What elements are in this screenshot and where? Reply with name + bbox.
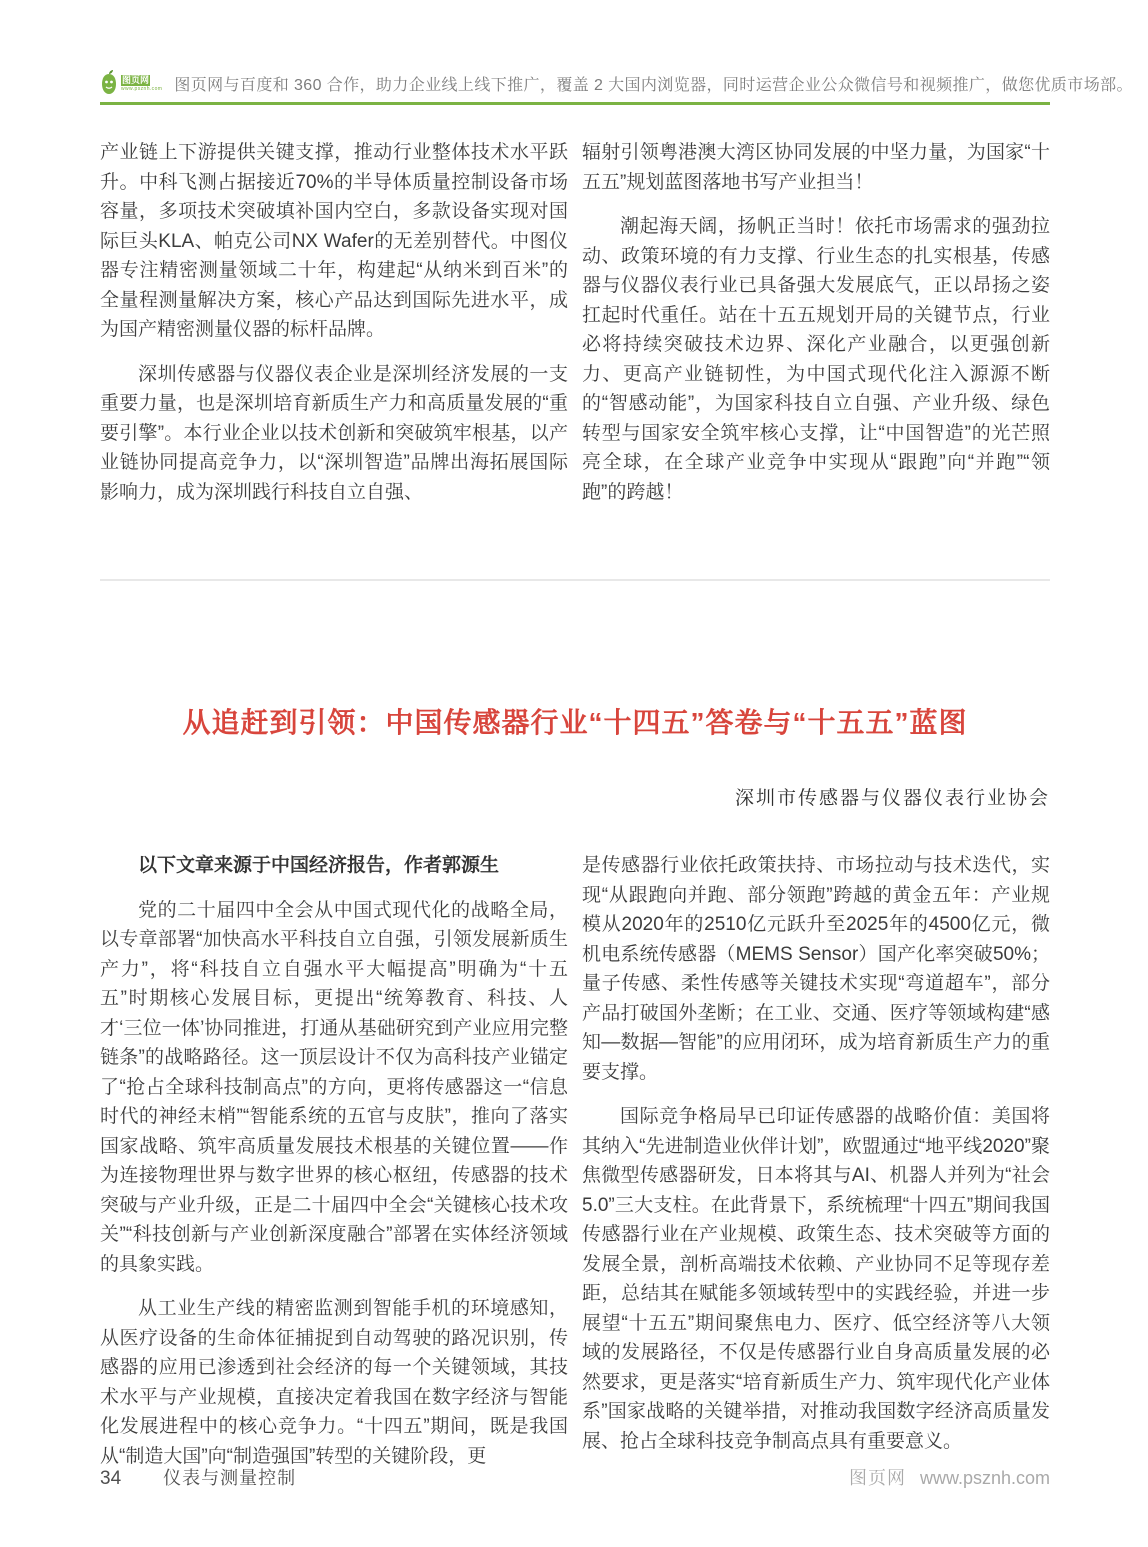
journal-name: 仪表与测量控制 xyxy=(163,1468,297,1488)
masthead-banner xyxy=(100,70,1133,105)
logo-url: www.psznh.com xyxy=(121,85,163,92)
article-left-column xyxy=(100,851,568,1486)
logo-mascot-icon xyxy=(100,70,118,96)
paragraph: 产业链上下游提供关键支撑，推动行业整体技术水平跃升。中科飞测占据接近70%的半导体质量控制设备市场容量，多项技术突破填补国内空白，多款设备实现对国际巨头KLA、帕克公司NX Wafer的无差别替代。中图仪器专注精密测量领域二十年，构建起“从纳米到百米”的全量程测量解决方案，核心产品达到国际先进水平，成为国产精密测量仪器的标杆品牌。 xyxy=(100,142,568,340)
paragraph: 深圳传感器与仪器仪表企业是深圳经济发展的一支重要力量，也是深圳培育新质生产力和高质量发展的“重要引擎”。本行业企业以技术创新和突破筑牢根基，以产业链协同提高竞争力，以“深圳智造”品牌出海拓展国际影响力，成为深圳践行科技自立自强、 xyxy=(100,363,568,503)
footer-site-url: www.psznh.com xyxy=(919,1468,1050,1488)
article-source-line: 以下文章来源于中国经济报告，作者郭源生 xyxy=(138,855,500,876)
paragraph: 是传感器行业依托政策扶持、市场拉动与技术迭代，实现“从跟跑向并跑、部分领跑”跨越的黄金五年：产业规模从2020年的2510亿元跃升至2025年的4500亿元，微机电系统传感器（MEMS Sensor）国产化率突破50%；量子传感、柔性传感等关键技术实现“弯道超车”，部分产品打破国外垄断；在工业、交通、医疗等领域构建“感知—数据—智能”的应用闭环，成为培育新质生产力的重要支撑。 xyxy=(582,855,1050,1083)
psznh-logo xyxy=(100,70,162,96)
footer-left xyxy=(100,1464,296,1490)
paragraph: 从工业生产线的精密监测到智能手机的环境感知，从医疗设备的生命体征捕捉到自动驾驶的路况识别，传感器的应用已渗透到社会经济的每一个关键领域，其技术水平与产业规模，直接决定着我国在数字经济与智能化发展进程中的核心竞争力。“十四五”期间，既是我国从“制造大国”向“制造强国”转型的关键阶段，更 xyxy=(100,1298,568,1467)
paragraph: 党的二十届四中全会从中国式现代化的战略全局，以专章部署“加快高水平科技自立自强，引领发展新质生产力”，将“科技自立自强水平大幅提高”明确为“十五五”时期核心发展目标，更提出“统筹教育、科技、人才‘三位一体’协同推进，打通从基础研究到产业应用完整链条”的战略路径。这一顶层设计不仅为高科技产业锚定了“抢占全球科技制高点”的方向，更将传感器这一“信息时代的神经末梢”“智能系统的五官与皮肤”，推向了落实国家战略、筑牢高质量发展技术根基的关键位置——作为连接物理世界与数字世界的核心枢纽，传感器的技术突破与产业升级，正是二十届四中全会“关键核心技术攻关”“科技创新与产业创新深度融合”部署在实体经济领域的具象实践。 xyxy=(100,899,568,1275)
footer-site-name: 图页网 xyxy=(848,1468,906,1488)
article-byline: 深圳市传感器与仪器仪表行业协会 xyxy=(734,787,1050,809)
top-right-column xyxy=(582,138,1050,522)
paragraph: 潮起海天阔，扬帆正当时！依托市场需求的强劲拉动、政策环境的有力支撑、行业生态的扎实根基，传感器与仪器仪表行业已具备强大发展底气，正以昂扬之姿扛起时代重任。站在十五五规划开局的关键节点，行业必将持续突破技术边界、深化产业融合，以更强创新力、更高产业链韧性，为中国式现代化注入源源不断的“智感动能”，为国家科技自立自强、产业升级、绿色转型与国家安全筑牢核心支撑，让“中国智造”的光芒照亮全球，在全球产业竞争中实现从“跟跑”向“并跑”“领跑”的跨越！ xyxy=(582,216,1050,503)
masthead-tagline: 图页网与百度和 360 合作，助力企业线上线下推广，覆盖 2 大国内浏览器，同时运营企业公众微信号和视频推广，做您优质市场部。 xyxy=(174,76,1133,94)
page-footer xyxy=(100,1464,1050,1490)
top-section xyxy=(100,138,1050,522)
article-body xyxy=(100,851,1050,1486)
logo-name-text: 图页网 xyxy=(122,74,150,85)
footer-right xyxy=(849,1464,1050,1490)
logo-text-block xyxy=(121,75,162,92)
logo-name xyxy=(121,75,162,86)
top-left-column xyxy=(100,138,568,522)
section-divider xyxy=(100,579,1050,581)
paragraph: 辐射引领粤港澳大湾区协同发展的中坚力量，为国家“十五五”规划蓝图落地书写产业担当！ xyxy=(582,142,1050,193)
page-number: 34 xyxy=(100,1468,122,1489)
article-title: 从追赶到引领：中国传感器行业“十四五”答卷与“十五五”蓝图 xyxy=(182,707,968,738)
paragraph: 国际竞争格局早已印证传感器的战略价值：美国将其纳入“先进制造业伙伴计划”，欧盟通过“地平线2020”聚焦微型传感器研发，日本将其与AI、机器人并列为“社会5.0”三大支柱。在此背景下，系统梳理“十四五”期间我国传感器行业在产业规模、政策生态、技术突破等方面的发展全景，剖析高端技术依赖、产业协同不足等现存差距，总结其在赋能多领域转型中的实践经验，并进一步展望“十五五”期间聚焦电力、医疗、低空经济等八大领域的发展路径，不仅是传感器行业自身高质量发展的必然要求，更是落实“培育新质生产力、筑牢现代化产业体系”国家战略的关键举措，对推动我国数字经济高质量发展、抢占全球科技竞争制高点具有重要意义。 xyxy=(582,1106,1050,1452)
article-right-column xyxy=(582,851,1050,1486)
